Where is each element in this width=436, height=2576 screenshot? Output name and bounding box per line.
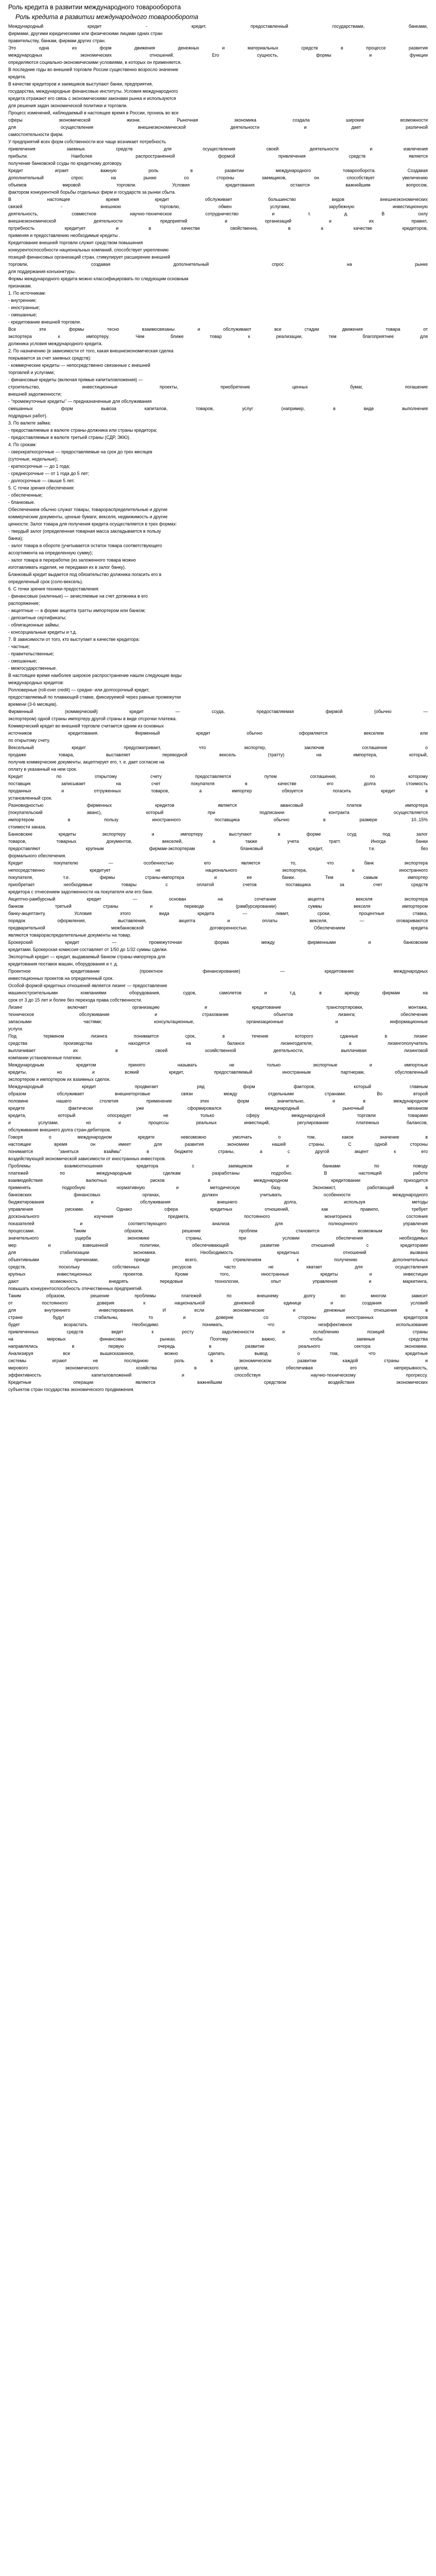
text-line: средств, поскольку собственных ресурсов часто не хватает для осуществления xyxy=(8,1264,428,1269)
text-line: для внутреннего инвестирования. И если экономические и денежные отношения в xyxy=(8,1308,428,1313)
text-line: Кредит играет важную роль в развитии международного товарооборота. Создавая xyxy=(8,168,428,173)
text-line: строительство, инвестиционные проекты, приобретение ценных бумаг, погашение xyxy=(8,384,428,389)
text-line: банка); xyxy=(8,536,23,541)
text-line: средства производства находятся на балансе лизингодателя, а лизингополучатель xyxy=(8,1041,428,1046)
text-line: направлялись в первую очередь в развитие реального сектора экономики. xyxy=(8,1344,428,1349)
text-line: Говоря о международном кредите невозможно умолчать о том, какое значение в xyxy=(8,1134,428,1140)
text-line: банковских финансовых органах, должен учитывать особенности международного xyxy=(8,1192,428,1197)
text-line: непосредственно кредитует не национального экспортера, а иностранного xyxy=(8,868,428,873)
text-line: выплачивает их в своей хозяйственной деятельности, выплачивая лизинговой xyxy=(8,1048,428,1053)
document-body xyxy=(8,23,428,1393)
text-line: - консорциальные кредиты и т.д. xyxy=(8,630,77,635)
text-line: Все эти формы тесно взаимосвязаны и обслуживают все стадии движения товара от xyxy=(8,327,428,332)
text-line: процессами. Таким образом, решение проблем становится возможным без xyxy=(8,1228,428,1233)
text-line: повышать конкурентоспособность отечественных предприятий. xyxy=(8,1286,143,1291)
text-line: по открытому счету. xyxy=(8,738,50,743)
text-line: кредитования поставок машин, оборудования и т. д. xyxy=(8,961,118,967)
text-line: конкурентоспособности национальных компаний, способствует укреплению xyxy=(8,247,169,252)
text-line: - иностранные; xyxy=(8,305,40,310)
text-line: позиций финансовых организаций стран, стимулирует расширение внешней xyxy=(8,255,170,260)
text-line: - залог товара в переработке (из заложенного товара можно xyxy=(8,557,136,563)
text-line: смешанных форм вывоза капиталов, товаров, услуг (например, в виде выполнения xyxy=(8,406,428,411)
text-line: кредита отражают его связь с экономическими законами рынка и используются xyxy=(8,96,176,101)
text-line: услуги. xyxy=(8,1026,23,1031)
text-line: машиностроительными компаниями оборудования, судов, самолетов и т.д. в аренду фирмам на xyxy=(8,990,428,995)
text-line: дают возможность внедрять передовые технологии, опыт управления и маркетинга, xyxy=(8,1279,428,1284)
text-line: и услугами, но и процессы реальных инвестиций, регулирование платежных балансов, xyxy=(8,1120,428,1125)
text-line: срок от 3 до 15 лет и более без перехода права собственности. xyxy=(8,997,143,1003)
text-line: образом обслуживает внешнеторговые связи между отдельными странами. Во второй xyxy=(8,1091,428,1096)
text-line: объективными причинами, прежде всего, стремлением к получению дополнительных xyxy=(8,1257,428,1262)
text-line: Кредитные операции являются важнейшим средством воздействия экономических xyxy=(8,1380,428,1385)
text-line: инвестиционных проектов на определенный срок. xyxy=(8,976,114,981)
text-line: применять подробную нормативную и методическую базу. Экономист, работающий в xyxy=(8,1185,428,1190)
text-line: (покупательский аванс), который при подписании контракта осуществляется xyxy=(8,810,428,815)
document-title: Роль кредита в развитии международного товарооборота xyxy=(8,4,181,11)
text-line: - облигационные займы; xyxy=(8,622,60,628)
text-line: дополнительный спрос на рынке со стороны заемщиков, он способствует увеличению xyxy=(8,175,428,180)
text-line: - бланковые. xyxy=(8,500,36,505)
text-line: применяя и предоставлению необходимые кредиты . xyxy=(8,233,120,238)
text-line: воздействующей экономической зависимости от иностранных инвесторов. xyxy=(8,1156,166,1161)
text-line: предоставляемый по плавающей ставке, фиксируемой через равные промежутки xyxy=(8,694,181,700)
text-line: В последние годы во внешней торговле России существенно возросло значение xyxy=(8,67,179,72)
text-line: Международный кредит - кредит, предоставленный государствами, банками, xyxy=(8,24,428,29)
text-line: показателей и соответствующего анализа для полноценного управления xyxy=(8,1221,428,1226)
text-line: - внутренние; xyxy=(8,298,37,303)
text-line: Это одна из форм движения денежных и материальных средств в процессе развития xyxy=(8,45,428,50)
text-line: объемов мировой торговли. Условия кредитования остаются важнейшим вопросом, xyxy=(8,182,428,188)
text-line: мирового экономического хозяйства в целом, обеспечивая его непрерывность, xyxy=(8,1365,428,1370)
text-line: - "промежуточные кредиты" — предназначенные для обслуживания xyxy=(8,399,152,404)
text-line: деятельность, совместное научно-техническое сотрудничество и т. д. В силу xyxy=(8,211,428,216)
text-line: предоставляют крупным фирмам-экспортерам бланковый кредит, т.е. без xyxy=(8,846,428,851)
text-line: - твердый залог (определенная товарная масса закладывается в пользу xyxy=(8,529,161,534)
text-line: - предоставляемые в валюте третьей страны (СДР, ЭКЮ). xyxy=(8,435,131,440)
text-line: порядок оформления, выставления, акцепта и оплаты векселя, — оговариваются xyxy=(8,918,428,923)
text-line: платежей по международным сделкам разработаны подробно. В настоящей работе xyxy=(8,1171,428,1176)
text-line: - среднесрочные — от 1 года до 5 лет; xyxy=(8,471,90,476)
text-line: управления рисками. Однако сфера кредитных отношений, как правило, требует xyxy=(8,1207,428,1212)
text-line: от постоянного доверия к национальной денежной единице и создания условий xyxy=(8,1300,428,1306)
text-line: субъектов стран государства экономического продвижения. xyxy=(8,1387,135,1392)
text-line: - межгосударственные. xyxy=(8,666,57,671)
text-line: банку-акцептанту. Условия этого вида кредита — лимит, сроки, процентные ставка, xyxy=(8,911,428,916)
text-line: Международным кредитом принято называть не только экспортные и импортные xyxy=(8,1062,428,1067)
text-line: Брокерский кредит — промежуточная форма между фирменными и банковским xyxy=(8,940,428,945)
text-line: проданных и отгруженных товаров, а импортер обязуется погасить кредит в xyxy=(8,788,428,793)
text-line: торговлей и услугами; xyxy=(8,370,55,375)
text-line: покупателя, т.е. фирмы страны-импортера и ее банки. Тем самым импортер xyxy=(8,875,428,880)
text-line: Обеспечением обычно служат товары, товарораспределительные и другие xyxy=(8,507,168,512)
text-line: 1. По источникам: xyxy=(8,291,46,296)
text-line: кредитора с отнесением задолженности на покупателя или его банк. xyxy=(8,889,153,894)
text-line: - краткосрочные — до 1 года; xyxy=(8,464,71,469)
text-line: пртребность кредитует и в качестве свойственна, в а качестве кредиторов, xyxy=(8,226,428,231)
text-line: Процесс изменений, наблюдаемый в настоящее время в России, пронизь во все xyxy=(8,110,179,115)
text-line: коммерческие документы, ценные бумаги, векселя, недвижимость и другие xyxy=(8,514,168,519)
text-line: - обеспеченные; xyxy=(8,493,43,498)
text-line: поставщик записывает на счет покупателя в качестве его долга стоимость xyxy=(8,781,428,786)
text-line: 4. По срокам: xyxy=(8,442,37,447)
text-line: времени (3-6 месяцев). xyxy=(8,702,58,707)
text-line: получив коммерческие документы, акцептирует его, т. е. дает согласие на xyxy=(8,759,165,765)
text-line: Фирменный (коммерческий) кредит — ссуда, предоставляемая фирмой (обычно — xyxy=(8,709,428,714)
text-line: международных экономических отношений. Его сущность, формы и функции xyxy=(8,53,428,58)
text-line: государства, международные финансовые институты. Условия международного xyxy=(8,89,178,94)
text-line: экспортером и импортером их взаимных сделок. xyxy=(8,1077,111,1082)
text-line: Экспортный кредит — кредит, выдаваемый банком страны-импортера для xyxy=(8,954,165,959)
text-line: - смешанные; xyxy=(8,658,38,664)
text-line: сферы экономической жизни. Рыночная экономика создала широкие возможности xyxy=(8,117,428,123)
text-line: фактором конкурентной борьбы отдельных фирм и государств за рынки сбыта. xyxy=(8,190,176,195)
text-line: - долгосрочные — свыше 5 лет. xyxy=(8,478,75,483)
text-line: Кредитование внешней торговли служит средством повышения xyxy=(8,240,143,245)
text-line: определенный срок (соло-вексель). xyxy=(8,579,83,584)
text-line: В качестве кредиторов и заемщиков выступают банки, предприятия, xyxy=(8,81,153,87)
text-line: для осуществления внешнеэкономической деятельности и дает различной xyxy=(8,125,428,130)
text-line: установленный срок. xyxy=(8,795,53,801)
text-line: - смешанные; xyxy=(8,312,38,317)
text-line: значительного ущерба экономике страны, при условии обеспечения необходимых xyxy=(8,1235,428,1241)
text-line: Кредит по открытому счету предоставляется путем соглашения, по которому xyxy=(8,774,428,779)
text-line: связей - внешнюю торговлю, обмен услугами, зарубежную инвестиционную xyxy=(8,204,428,209)
text-line: - предоставляемые в валюте страны-должника или страны кредитора; xyxy=(8,428,158,433)
text-line: - кредитование внешней торговли. xyxy=(8,319,81,325)
text-line: получение банковской ссуды по кредитному договору. xyxy=(8,161,123,166)
text-line: определяются социально-экономическими условиями, в которых он применяется. xyxy=(8,60,182,65)
text-line: импортером в пользу иностранного поставщика обычно в размере 10..15% xyxy=(8,817,428,822)
text-line: - сверхкраткосрочные — предоставляемые на срок до трех месяцев xyxy=(8,449,152,454)
text-line: внешней задолженности; xyxy=(8,392,62,397)
text-line: Особой формой кредитных отношений является лизинг — предоставление xyxy=(8,983,167,988)
text-line: самостоятельности фирм. xyxy=(8,132,64,137)
text-line: банком третьей страны и переводе (рамбурсировании) суммы векселя импортером xyxy=(8,904,428,909)
text-line: - правительственные; xyxy=(8,651,55,656)
text-line: являются товарораспределительные документы на товар. xyxy=(8,933,131,938)
text-line: Под термином лизинга понимается срок, в течение которого сданные в лизинг xyxy=(8,1033,428,1039)
text-line: Лизинг включает организацию и кредитование транспортировки, монтажа, xyxy=(8,1005,428,1010)
text-line: должника условия международного кредита. xyxy=(8,341,103,346)
text-line: Коммерческий кредит во внешней торговле считается одним из основных xyxy=(8,723,164,728)
text-line: понимается "заняться взаймы" в бюджете страны, а с другой акцент к его xyxy=(8,1149,428,1154)
text-line: Международный кредит продвигает ряд форм факторов, который главным xyxy=(8,1084,428,1089)
text-line: товаров, товарных документов, векселей, а также учета тратт. Иногда банки xyxy=(8,839,428,844)
text-line: Проектное кредитование (проектное финансирование) — кредитование международных xyxy=(8,969,428,974)
text-line: для решения задач экономической политики и торговли. xyxy=(8,103,128,108)
text-line: половине нашего столетия применение этих форм значительно, и в международном xyxy=(8,1098,428,1104)
text-line: Акцептно-рамбурсный кредит — основан на сочетании акцепта векселя экспортера xyxy=(8,896,428,902)
text-line: экспортера к импортеру. Чем ближе товар к реализации, тем благоприятнее для xyxy=(8,334,428,339)
text-line: 5. С точки зрения обеспечения: xyxy=(8,485,75,490)
text-line: Ролловерные (roll-over credit) — средне- или долгосрочный кредит, xyxy=(8,687,150,692)
text-line: - акцептные — в форме акцепта тратты импортером или банком; xyxy=(8,608,146,613)
text-line: мер и взвешенной политики, обеспечивающей развитие отношений с кредиторами xyxy=(8,1243,428,1248)
text-line: торговли, создавая дополнительный спрос на рынке xyxy=(8,262,428,267)
text-line: - коммерческие кредиты — непосредственно связанные с внешней xyxy=(8,363,150,368)
text-line: В настоящее время кредит обслуживает большинство видов внешнеэкономических xyxy=(8,197,428,202)
text-line: изготавливать изделия, не передавая их в залог банку). xyxy=(8,565,126,570)
text-line: привлеченных средств ведет к росту задолженности и ослаблению позиций страны xyxy=(8,1329,428,1334)
text-line: признакам. xyxy=(8,283,32,289)
text-line: продаже товара, выставляет переводной вексель (тратту) на импортера, который, xyxy=(8,752,428,757)
text-line: настоящее время он имеет для развития экономики нашей страны. С одной стороны xyxy=(8,1142,428,1147)
text-line: взаимодействия валютных рисков в международном кредитовании приходится xyxy=(8,1178,428,1183)
text-line: для поддержания конъюнктуры. xyxy=(8,269,76,274)
text-line: внешнеэкономической деятельности предприятий и организаций и их правил, xyxy=(8,218,428,224)
text-line: прибыли. Наиболее распространенной формой привлечения средств является xyxy=(8,154,428,159)
text-line: Анализируя все вышесказанное, можно сделать вывод о том, что кредитные xyxy=(8,1351,428,1356)
text-line: стоимости заказа. xyxy=(8,824,46,829)
text-line: Разновидностью фирменных кредитов является авансовый платеж импортера xyxy=(8,803,428,808)
text-line: кредите фактически уже сформировался международный рыночный механизм xyxy=(8,1106,428,1111)
text-line: Кредит покупателю — особенностью его является то, что банк экспортера xyxy=(8,860,428,866)
text-line: формального обеспечения. xyxy=(8,853,66,858)
text-line: компании установленные платежи. xyxy=(8,1055,82,1060)
text-line: источников кредитования. Фирменный кредит обычно оформляется векселем или xyxy=(8,731,428,736)
text-line: привлечения заемных средств для осуществления своей деятельности и извлечения xyxy=(8,146,428,151)
text-line: покрывается за счет заемных средств): xyxy=(8,355,92,361)
text-line: 2. По назначению (в зависимости от того, какая внешнеэкономическая сделка xyxy=(8,348,173,353)
text-line: предварительной межбанковской договоренностью. Обеспечением кредита xyxy=(8,925,428,930)
text-line: бюджетирования и обслуживания внешнего долга, используя методы xyxy=(8,1199,428,1205)
text-line: фирмами, другими юридическими или физическими лицами одних стран xyxy=(8,31,163,36)
text-line: на мировых финансовых рынках. Поэтому важно, чтобы заемные средства xyxy=(8,1336,428,1342)
text-line: распоряжение; xyxy=(8,601,40,606)
text-line: подрядных работ). xyxy=(8,413,48,418)
text-line: - финансовые кредиты (включая прямые капиталовложения) — xyxy=(8,377,143,382)
text-line: эффективность капиталовложений и способствуя научно-техническому прогрессу. xyxy=(8,1372,428,1378)
text-line: (суточные, недельные); xyxy=(8,456,58,462)
text-line: ассортимента на определенную сумму); xyxy=(8,550,93,555)
text-line: Бланковый кредит выдается под обязательство должника погасить его в xyxy=(8,572,162,577)
document-subtitle: Роль кредита в развитии международного товарооборота xyxy=(15,13,199,21)
text-line: для стабилизации экономики. Необходимость кредитных отношений вызвана xyxy=(8,1250,428,1255)
text-line: оплату в указанный на нем срок. xyxy=(8,767,78,772)
text-line: приобретает необходимые товары с оплатой счетов поставщика за счет средств xyxy=(8,882,428,887)
text-line: Проблемы взаимоотношения кредитора с заемщиком и банками по поводу xyxy=(8,1163,428,1168)
text-line: будет возрастать. Необходимо понимать, что неэффективное использование xyxy=(8,1322,428,1327)
text-line: международных кредитов: xyxy=(8,680,64,685)
text-line: - финансовые (наличные) — зачисляемые на счет должника в его xyxy=(8,594,148,599)
text-line: ценности. Залог товара для получения кредита осуществляется в трех формах: xyxy=(8,521,177,527)
text-line: экспортером) одной страны импортеру другой страны в виде отсрочки платежа. xyxy=(8,716,177,721)
text-line: Банковские кредиты экспортеру и импортеру выступают в форме ссуд под залог xyxy=(8,832,428,837)
text-line: запасными частями; консультационные, организационные и информационные xyxy=(8,1019,428,1024)
text-line: - залог товара в обороте (учитывается остаток товара соответствующего xyxy=(8,543,162,548)
text-line: правительству, банкам, фирмам других стран. xyxy=(8,38,106,43)
text-line: кредитами. Брокерская комиссия составляет от 1/50 до 1/32 суммы сделки. xyxy=(8,947,168,952)
document xyxy=(8,0,428,1393)
text-line: крупных инвестиционных проектов. Кроме того, иностранные кредиты и инвестиции xyxy=(8,1272,428,1277)
text-line: стране будут стабильны, то и доверие со стороны иностранных кредиторов xyxy=(8,1315,428,1320)
text-line: системы играют не последнюю роль в экономическом развитии каждой страны и xyxy=(8,1358,428,1363)
text-line: досконального изучения предмета, постоянного мониторинга состояния xyxy=(8,1214,428,1219)
text-line: техническое обслуживание и страхование объектов лизинга; обеспечение xyxy=(8,1012,428,1017)
text-line: У предприятий всех форм собственности все чаще возникает потребность xyxy=(8,139,166,144)
text-line: - депозитные сертификаты; xyxy=(8,615,67,620)
text-line: - частные; xyxy=(8,644,30,649)
text-line: кредита. xyxy=(8,74,26,79)
text-line: 3. По валюте займа: xyxy=(8,420,51,426)
text-line: Таким образом, решение проблемы платежей по внешнему долгу во многом зависит xyxy=(8,1293,428,1298)
text-line: Вексельный кредит предусматривает, что экспортер, заключив соглашение о xyxy=(8,745,428,750)
text-line: кредиты, но и всякий кредит, предоставляемый иностранным партнерам, обусловленный xyxy=(8,1070,428,1075)
text-line: 6. С точки зрения техники предоставления: xyxy=(8,586,99,591)
text-line: кредита, который опосредует не только сферу международной торговли товарами xyxy=(8,1113,428,1118)
text-line: В настоящее время наиболее широкое распространение нашли следующие виды xyxy=(8,673,182,678)
text-line: обслуживание внешнего долга стран-дебиторов. xyxy=(8,1127,111,1132)
text-line: 7. В зависимости от того, кто выступает в качестве кредитора: xyxy=(8,637,140,642)
text-line: Формы международного кредита можно классифицировать по следующим основным xyxy=(8,276,188,281)
